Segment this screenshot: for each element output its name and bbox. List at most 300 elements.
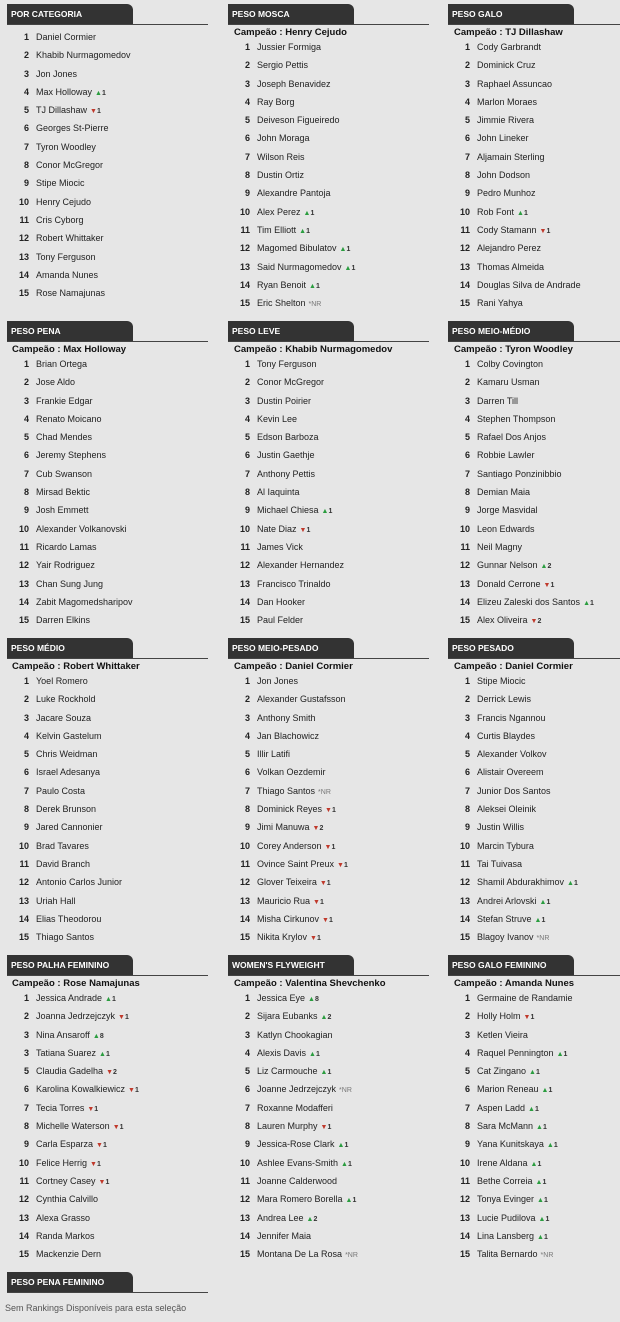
fighter-row[interactable] — [448, 1026, 620, 1044]
fighter-name-link[interactable] — [257, 1026, 333, 1044]
division-tab[interactable]: PESO LEVE — [228, 321, 354, 342]
fighter-name-link[interactable] — [477, 465, 562, 483]
fighter-name-link[interactable] — [477, 782, 551, 800]
fighter-name-link[interactable] — [477, 1080, 552, 1100]
fighter-name-link[interactable] — [36, 83, 106, 103]
fighter-row[interactable] — [228, 276, 429, 294]
fighter-name-link[interactable] — [36, 575, 103, 593]
fighter-name-link[interactable] — [257, 1044, 320, 1064]
fighter-name-link[interactable] — [36, 46, 131, 64]
fighter-row[interactable] — [7, 690, 208, 708]
fighter-row[interactable] — [448, 745, 620, 763]
division-tab[interactable]: PESO MEIO-MÉDIO — [448, 321, 574, 342]
fighter-name-link[interactable] — [36, 1172, 109, 1192]
fighter-name-link[interactable] — [257, 239, 350, 259]
fighter-row[interactable] — [7, 1154, 208, 1172]
fighter-name-link[interactable] — [477, 276, 581, 294]
fighter-row[interactable] — [228, 709, 429, 727]
fighter-row[interactable] — [7, 1026, 208, 1044]
fighter-name-link[interactable] — [477, 93, 537, 111]
fighter-name-link[interactable] — [257, 1007, 331, 1027]
fighter-name-link[interactable] — [36, 410, 102, 428]
fighter-row[interactable] — [448, 1245, 620, 1263]
fighter-row[interactable] — [228, 593, 429, 611]
fighter-name-link[interactable] — [36, 1117, 124, 1137]
fighter-name-link[interactable] — [36, 428, 92, 446]
fighter-row[interactable] — [228, 1135, 429, 1153]
fighter-row[interactable] — [228, 1209, 429, 1227]
fighter-name-link[interactable] — [36, 1245, 101, 1263]
fighter-row[interactable] — [228, 538, 429, 556]
fighter-name-link[interactable] — [257, 111, 340, 129]
fighter-name-link[interactable] — [257, 745, 290, 763]
fighter-row[interactable] — [448, 1062, 620, 1080]
fighter-name-link[interactable] — [36, 873, 122, 891]
fighter-row[interactable] — [7, 119, 208, 137]
fighter-row[interactable] — [448, 203, 620, 221]
fighter-row[interactable] — [448, 690, 620, 708]
fighter-name-link[interactable] — [477, 611, 541, 631]
fighter-name-link[interactable] — [257, 1062, 331, 1082]
fighter-row[interactable] — [228, 501, 429, 519]
fighter-row[interactable] — [7, 1245, 208, 1263]
fighter-name-link[interactable] — [36, 392, 93, 410]
fighter-row[interactable] — [228, 446, 429, 464]
fighter-row[interactable] — [228, 873, 429, 891]
fighter-row[interactable] — [228, 294, 429, 312]
fighter-name-link[interactable] — [477, 446, 535, 464]
fighter-name-link[interactable] — [477, 1209, 549, 1229]
fighter-name-link[interactable] — [36, 989, 116, 1009]
fighter-name-link[interactable] — [36, 593, 133, 611]
fighter-row[interactable] — [448, 465, 620, 483]
fighter-name-link[interactable] — [257, 38, 321, 56]
fighter-row[interactable] — [7, 284, 208, 302]
fighter-row[interactable] — [228, 258, 429, 276]
fighter-row[interactable] — [448, 1190, 620, 1208]
fighter-name-link[interactable] — [36, 1007, 129, 1027]
fighter-row[interactable] — [228, 111, 429, 129]
fighter-row[interactable] — [7, 575, 208, 593]
fighter-name-link[interactable] — [477, 184, 536, 202]
fighter-name-link[interactable] — [36, 446, 106, 464]
fighter-name-link[interactable] — [36, 745, 97, 763]
fighter-row[interactable] — [228, 782, 429, 800]
fighter-row[interactable] — [228, 800, 429, 818]
fighter-row[interactable] — [228, 148, 429, 166]
fighter-name-link[interactable] — [257, 873, 331, 893]
fighter-row[interactable] — [228, 221, 429, 239]
fighter-name-link[interactable] — [36, 193, 91, 211]
fighter-row[interactable] — [7, 1227, 208, 1245]
fighter-row[interactable] — [448, 392, 620, 410]
fighter-name-link[interactable] — [36, 1099, 98, 1119]
fighter-name-link[interactable] — [257, 538, 303, 556]
fighter-row[interactable] — [7, 483, 208, 501]
fighter-name-link[interactable] — [36, 465, 92, 483]
fighter-row[interactable] — [7, 46, 208, 64]
fighter-row[interactable] — [228, 1007, 429, 1025]
fighter-name-link[interactable] — [477, 56, 536, 74]
fighter-name-link[interactable] — [36, 501, 89, 519]
fighter-name-link[interactable] — [257, 520, 310, 540]
fighter-row[interactable] — [228, 672, 429, 690]
fighter-name-link[interactable] — [257, 928, 321, 948]
fighter-name-link[interactable] — [477, 837, 534, 855]
fighter-name-link[interactable] — [36, 763, 100, 781]
fighter-name-link[interactable] — [36, 211, 84, 229]
fighter-row[interactable] — [228, 1154, 429, 1172]
fighter-name-link[interactable] — [257, 989, 319, 1009]
fighter-row[interactable] — [228, 763, 429, 781]
fighter-name-link[interactable] — [477, 1227, 548, 1247]
fighter-name-link[interactable] — [477, 910, 545, 930]
fighter-name-link[interactable] — [257, 855, 348, 875]
fighter-name-link[interactable] — [36, 1044, 110, 1064]
fighter-row[interactable] — [7, 892, 208, 910]
fighter-name-link[interactable] — [477, 989, 573, 1007]
fighter-name-link[interactable] — [36, 892, 76, 910]
fighter-row[interactable] — [448, 75, 620, 93]
fighter-name-link[interactable] — [257, 837, 335, 857]
division-tab[interactable]: PESO PENA FEMININO — [7, 1272, 133, 1293]
fighter-row[interactable] — [228, 1062, 429, 1080]
fighter-row[interactable] — [448, 1172, 620, 1190]
fighter-name-link[interactable] — [257, 294, 321, 314]
fighter-name-link[interactable] — [36, 355, 87, 373]
fighter-name-link[interactable] — [36, 1135, 107, 1155]
fighter-name-link[interactable] — [477, 221, 550, 241]
fighter-name-link[interactable] — [257, 763, 326, 781]
fighter-name-link[interactable] — [477, 203, 528, 223]
fighter-name-link[interactable] — [257, 1227, 311, 1245]
fighter-name-link[interactable] — [477, 873, 578, 893]
fighter-name-link[interactable] — [477, 483, 530, 501]
fighter-name-link[interactable] — [477, 392, 518, 410]
fighter-row[interactable] — [7, 672, 208, 690]
fighter-name-link[interactable] — [36, 520, 127, 538]
fighter-row[interactable] — [448, 111, 620, 129]
fighter-name-link[interactable] — [477, 355, 543, 373]
fighter-row[interactable] — [7, 910, 208, 928]
fighter-name-link[interactable] — [477, 538, 522, 556]
fighter-name-link[interactable] — [477, 690, 531, 708]
fighter-row[interactable] — [228, 1080, 429, 1098]
fighter-row[interactable] — [228, 1117, 429, 1135]
fighter-row[interactable] — [448, 446, 620, 464]
fighter-name-link[interactable] — [36, 782, 85, 800]
fighter-row[interactable] — [7, 709, 208, 727]
division-tab[interactable]: POR CATEGORIA — [7, 4, 133, 25]
fighter-row[interactable] — [228, 93, 429, 111]
fighter-row[interactable] — [448, 239, 620, 257]
fighter-name-link[interactable] — [477, 1190, 548, 1210]
fighter-row[interactable] — [7, 1172, 208, 1190]
fighter-name-link[interactable] — [36, 174, 85, 192]
fighter-name-link[interactable] — [477, 111, 534, 129]
fighter-name-link[interactable] — [257, 892, 324, 912]
fighter-name-link[interactable] — [477, 575, 554, 595]
fighter-row[interactable] — [448, 276, 620, 294]
fighter-name-link[interactable] — [36, 672, 88, 690]
fighter-name-link[interactable] — [477, 75, 552, 93]
fighter-name-link[interactable] — [477, 1172, 546, 1192]
fighter-row[interactable] — [7, 538, 208, 556]
division-tab[interactable]: PESO PALHA FEMININO — [7, 955, 133, 976]
fighter-row[interactable] — [448, 501, 620, 519]
fighter-row[interactable] — [7, 873, 208, 891]
fighter-row[interactable] — [228, 410, 429, 428]
fighter-name-link[interactable] — [257, 129, 310, 147]
division-tab[interactable]: PESO PESADO — [448, 638, 574, 659]
fighter-row[interactable] — [448, 709, 620, 727]
fighter-name-link[interactable] — [257, 501, 332, 521]
fighter-row[interactable] — [448, 1209, 620, 1227]
fighter-row[interactable] — [448, 294, 620, 312]
fighter-row[interactable] — [448, 1007, 620, 1025]
fighter-row[interactable] — [448, 1044, 620, 1062]
fighter-row[interactable] — [7, 1080, 208, 1098]
fighter-row[interactable] — [448, 129, 620, 147]
fighter-row[interactable] — [448, 184, 620, 202]
fighter-row[interactable] — [7, 446, 208, 464]
fighter-row[interactable] — [7, 1007, 208, 1025]
fighter-row[interactable] — [448, 428, 620, 446]
fighter-row[interactable] — [7, 855, 208, 873]
fighter-row[interactable] — [448, 928, 620, 946]
fighter-row[interactable] — [448, 556, 620, 574]
fighter-name-link[interactable] — [36, 248, 96, 266]
fighter-name-link[interactable] — [477, 166, 530, 184]
fighter-name-link[interactable] — [257, 446, 315, 464]
fighter-row[interactable] — [228, 1190, 429, 1208]
fighter-row[interactable] — [448, 1080, 620, 1098]
division-tab[interactable]: WOMEN'S FLYWEIGHT — [228, 955, 354, 976]
fighter-name-link[interactable] — [477, 239, 541, 257]
fighter-row[interactable] — [7, 248, 208, 266]
division-tab[interactable]: PESO GALO FEMININO — [448, 955, 574, 976]
fighter-name-link[interactable] — [36, 611, 90, 629]
fighter-row[interactable] — [448, 56, 620, 74]
fighter-row[interactable] — [7, 355, 208, 373]
fighter-row[interactable] — [7, 1135, 208, 1153]
fighter-name-link[interactable] — [36, 483, 90, 501]
fighter-row[interactable] — [228, 1026, 429, 1044]
fighter-row[interactable] — [7, 1044, 208, 1062]
fighter-name-link[interactable] — [36, 266, 98, 284]
fighter-name-link[interactable] — [477, 501, 538, 519]
fighter-row[interactable] — [7, 1062, 208, 1080]
fighter-row[interactable] — [448, 1135, 620, 1153]
fighter-name-link[interactable] — [257, 611, 303, 629]
fighter-name-link[interactable] — [257, 709, 316, 727]
fighter-name-link[interactable] — [36, 119, 109, 137]
fighter-name-link[interactable] — [257, 75, 331, 93]
fighter-name-link[interactable] — [257, 800, 336, 820]
fighter-name-link[interactable] — [257, 575, 331, 593]
fighter-name-link[interactable] — [36, 855, 90, 873]
fighter-name-link[interactable] — [477, 1245, 553, 1265]
fighter-name-link[interactable] — [257, 203, 314, 223]
fighter-row[interactable] — [448, 818, 620, 836]
fighter-row[interactable] — [228, 818, 429, 836]
fighter-row[interactable] — [7, 763, 208, 781]
fighter-name-link[interactable] — [257, 166, 304, 184]
fighter-row[interactable] — [448, 989, 620, 1007]
fighter-row[interactable] — [228, 166, 429, 184]
fighter-row[interactable] — [7, 373, 208, 391]
fighter-row[interactable] — [7, 727, 208, 745]
fighter-name-link[interactable] — [257, 221, 310, 241]
fighter-row[interactable] — [7, 392, 208, 410]
fighter-name-link[interactable] — [257, 1172, 337, 1190]
fighter-name-link[interactable] — [36, 800, 96, 818]
division-tab[interactable]: PESO MEIO-PESADO — [228, 638, 354, 659]
fighter-row[interactable] — [448, 575, 620, 593]
fighter-name-link[interactable] — [477, 892, 550, 912]
fighter-name-link[interactable] — [36, 284, 105, 302]
fighter-row[interactable] — [448, 800, 620, 818]
fighter-name-link[interactable] — [36, 1026, 104, 1046]
fighter-name-link[interactable] — [477, 763, 544, 781]
fighter-name-link[interactable] — [36, 1227, 95, 1245]
fighter-name-link[interactable] — [477, 1007, 534, 1027]
fighter-row[interactable] — [7, 193, 208, 211]
fighter-row[interactable] — [228, 910, 429, 928]
fighter-name-link[interactable] — [257, 1117, 331, 1137]
fighter-name-link[interactable] — [36, 1209, 90, 1227]
fighter-row[interactable] — [228, 928, 429, 946]
fighter-row[interactable] — [448, 837, 620, 855]
fighter-name-link[interactable] — [36, 690, 96, 708]
fighter-row[interactable] — [228, 392, 429, 410]
fighter-name-link[interactable] — [257, 818, 323, 838]
fighter-row[interactable] — [7, 174, 208, 192]
fighter-row[interactable] — [448, 221, 620, 239]
fighter-row[interactable] — [7, 800, 208, 818]
fighter-name-link[interactable] — [477, 129, 529, 147]
division-tab[interactable]: PESO MOSCA — [228, 4, 354, 25]
fighter-row[interactable] — [448, 611, 620, 629]
fighter-row[interactable] — [7, 520, 208, 538]
fighter-name-link[interactable] — [257, 1135, 348, 1155]
fighter-name-link[interactable] — [477, 294, 523, 312]
fighter-row[interactable] — [228, 611, 429, 629]
fighter-row[interactable] — [7, 229, 208, 247]
fighter-row[interactable] — [448, 538, 620, 556]
fighter-row[interactable] — [7, 156, 208, 174]
fighter-row[interactable] — [7, 928, 208, 946]
fighter-name-link[interactable] — [477, 1026, 528, 1044]
fighter-name-link[interactable] — [477, 672, 526, 690]
fighter-name-link[interactable] — [257, 258, 355, 278]
fighter-name-link[interactable] — [477, 373, 540, 391]
fighter-name-link[interactable] — [477, 745, 547, 763]
fighter-row[interactable] — [448, 148, 620, 166]
fighter-row[interactable] — [448, 520, 620, 538]
fighter-name-link[interactable] — [477, 593, 594, 613]
fighter-name-link[interactable] — [477, 258, 544, 276]
fighter-name-link[interactable] — [257, 410, 297, 428]
fighter-row[interactable] — [7, 611, 208, 629]
fighter-row[interactable] — [7, 745, 208, 763]
fighter-row[interactable] — [228, 184, 429, 202]
fighter-row[interactable] — [228, 1099, 429, 1117]
fighter-row[interactable] — [7, 837, 208, 855]
fighter-row[interactable] — [448, 892, 620, 910]
fighter-name-link[interactable] — [257, 1154, 352, 1174]
fighter-row[interactable] — [448, 93, 620, 111]
fighter-row[interactable] — [228, 75, 429, 93]
fighter-name-link[interactable] — [36, 65, 77, 83]
fighter-row[interactable] — [448, 593, 620, 611]
fighter-row[interactable] — [228, 837, 429, 855]
fighter-row[interactable] — [228, 727, 429, 745]
fighter-name-link[interactable] — [257, 56, 308, 74]
fighter-row[interactable] — [7, 1190, 208, 1208]
fighter-row[interactable] — [448, 910, 620, 928]
fighter-name-link[interactable] — [36, 538, 97, 556]
fighter-name-link[interactable] — [257, 727, 319, 745]
fighter-name-link[interactable] — [36, 28, 96, 46]
fighter-name-link[interactable] — [257, 276, 320, 296]
fighter-name-link[interactable] — [257, 148, 305, 166]
fighter-name-link[interactable] — [257, 672, 298, 690]
fighter-name-link[interactable] — [36, 910, 101, 928]
fighter-row[interactable] — [7, 28, 208, 46]
fighter-name-link[interactable] — [36, 709, 91, 727]
fighter-row[interactable] — [228, 129, 429, 147]
fighter-row[interactable] — [7, 989, 208, 1007]
fighter-name-link[interactable] — [477, 38, 541, 56]
fighter-name-link[interactable] — [477, 410, 555, 428]
fighter-name-link[interactable] — [477, 1117, 547, 1137]
fighter-name-link[interactable] — [477, 1044, 567, 1064]
fighter-row[interactable] — [228, 575, 429, 593]
fighter-row[interactable] — [448, 1154, 620, 1172]
fighter-name-link[interactable] — [36, 1062, 117, 1082]
fighter-row[interactable] — [228, 690, 429, 708]
fighter-name-link[interactable] — [477, 1099, 539, 1119]
fighter-name-link[interactable] — [36, 818, 103, 836]
division-tab[interactable]: PESO GALO — [448, 4, 574, 25]
fighter-row[interactable] — [448, 410, 620, 428]
fighter-row[interactable] — [228, 892, 429, 910]
fighter-row[interactable] — [7, 782, 208, 800]
fighter-name-link[interactable] — [257, 556, 344, 574]
fighter-row[interactable] — [7, 1209, 208, 1227]
fighter-row[interactable] — [228, 556, 429, 574]
fighter-row[interactable] — [448, 763, 620, 781]
fighter-row[interactable] — [7, 1099, 208, 1117]
fighter-row[interactable] — [228, 355, 429, 373]
fighter-row[interactable] — [448, 855, 620, 873]
fighter-row[interactable] — [448, 727, 620, 745]
fighter-name-link[interactable] — [36, 837, 89, 855]
fighter-name-link[interactable] — [477, 800, 536, 818]
fighter-name-link[interactable] — [257, 373, 324, 391]
fighter-row[interactable] — [7, 65, 208, 83]
fighter-row[interactable] — [228, 203, 429, 221]
fighter-row[interactable] — [7, 465, 208, 483]
fighter-name-link[interactable] — [36, 727, 102, 745]
fighter-name-link[interactable] — [257, 392, 311, 410]
fighter-name-link[interactable] — [36, 928, 94, 946]
fighter-row[interactable] — [448, 166, 620, 184]
fighter-name-link[interactable] — [36, 138, 96, 156]
division-tab[interactable]: PESO PENA — [7, 321, 133, 342]
fighter-name-link[interactable] — [257, 355, 317, 373]
